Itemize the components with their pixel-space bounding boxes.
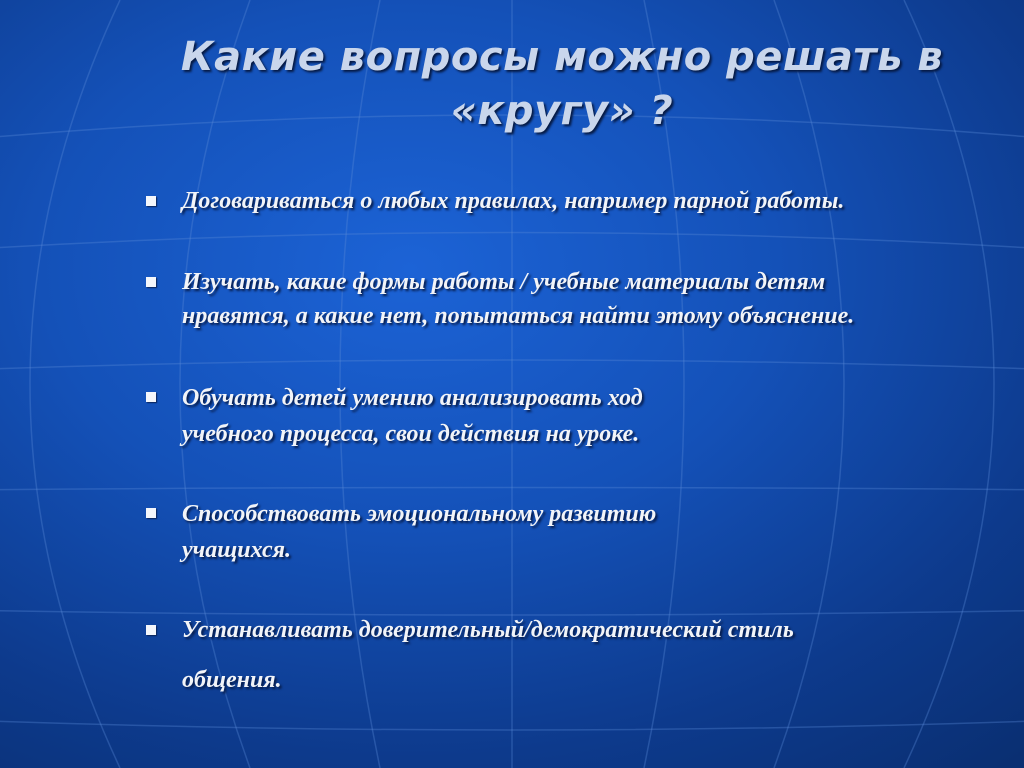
bullet-5-line-2: общения. — [182, 667, 282, 693]
square-bullet-icon — [146, 392, 156, 402]
bullet-3-line-2: учебного процесса, свои действия на уроке. — [182, 421, 640, 447]
bullet-text-2 — [182, 265, 854, 333]
square-bullet-icon — [146, 508, 156, 518]
slide-title-line-1: Какие вопросы можно решать в — [180, 34, 944, 80]
bullet-3-line-1: Обучать детей умению анализировать ход — [182, 385, 643, 411]
bullet-4-line-1: Способствовать эмоциональному развитию — [182, 501, 657, 527]
bullet-2-line-2: нравятся, а какие нет, попытаться найти этому объяснение. — [182, 303, 855, 329]
square-bullet-icon — [146, 625, 156, 635]
bullet-text-3 — [182, 380, 643, 452]
bullet-4-line-2: учащихся. — [182, 537, 292, 563]
bullet-text-1 — [182, 184, 844, 218]
slide-title-line-2: «кругу» ? — [450, 88, 674, 134]
bullet-1-line-1: Договариваться о любых правилах, например парной работы. — [182, 188, 845, 214]
bullet-5-line-1: Устанавливать доверительный/демократический стиль — [182, 617, 794, 643]
square-bullet-icon — [146, 277, 156, 287]
bullet-text-4 — [182, 496, 656, 568]
bullet-2-line-1: Изучать, какие формы работы / учебные материалы детям — [182, 269, 826, 295]
bullet-text-5 — [182, 605, 794, 705]
square-bullet-icon — [146, 196, 156, 206]
